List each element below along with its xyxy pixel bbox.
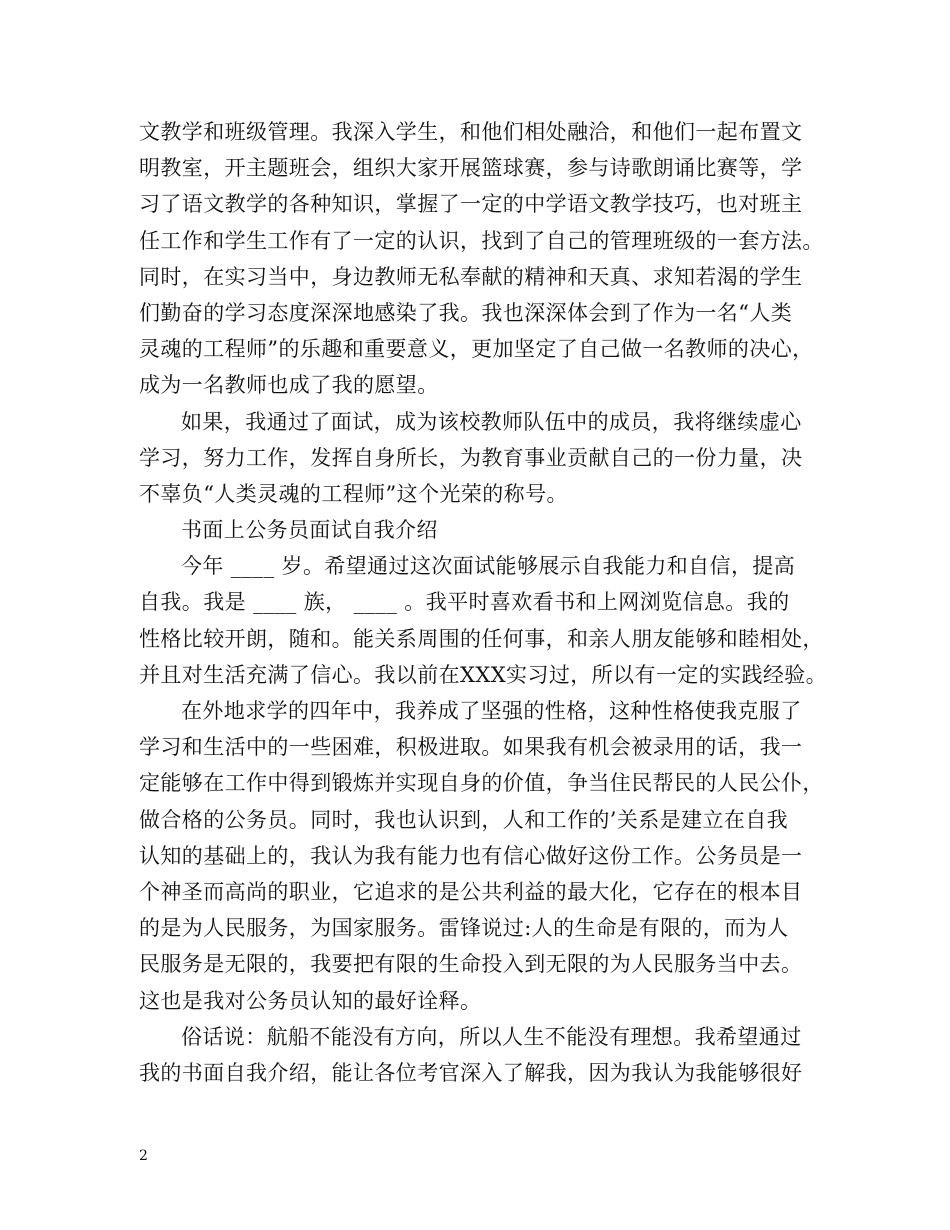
text-line: 认知的基础上的，我认为我有能力也有信心做好这份工作。公务员是一 [139, 843, 803, 868]
text-line: 今年 ____ 岁。希望通过这次面试能够展示自我能力和自信，提高 [181, 554, 796, 579]
text-line: 自我。我是 ____ 族， ____ 。我平时喜欢看书和上网浏览信息。我的 [139, 590, 790, 615]
text-line: 性格比较开朗，随和。能关系周围的任何事，和亲人朋友能够和睦相处， [139, 626, 824, 651]
text-line: 同时，在实习当中，身边教师无私奉献的精神和天真、求知若渴的学生 [139, 264, 803, 289]
text-line: 习了语文教学的各种知识，掌握了一定的中学语文教学技巧，也对班主 [139, 192, 803, 217]
text-line: 做合格的公务员。同时，我也认识到，人和工作的’关系是建立在自我 [139, 807, 789, 832]
page-number: 2 [139, 1148, 148, 1164]
text-line: 书面上公务员面试自我介绍 [181, 518, 438, 543]
text-line: 在外地求学的四年中，我养成了坚强的性格，这种性格使我克服了 [181, 699, 802, 723]
text-line: 学习，努力工作，发挥自身所长，为教育事业贡献自己的一份力量，决 [139, 445, 803, 470]
text-line: 这也是我对公务员认知的最好诠释。 [139, 988, 482, 1013]
text-line: 并且对生活充满了信心。我以前在XXX实习过，所以有一定的实践经验。 [139, 662, 828, 687]
text-line: 如果，我通过了面试，成为该校教师队伍中的成员，我将继续虚心 [181, 409, 802, 434]
text-line: 的是为人民服务，为国家服务。雷锋说过:人的生命是有限的，而为人 [139, 916, 789, 941]
text-line: 俗话说：航船不能没有方向，所以人生不能没有理想。我希望通过 [181, 1024, 802, 1049]
text-line: 任工作和学生工作有了一定的认识，找到了自己的管理班级的一套方法。 [139, 228, 824, 253]
text-line: 不辜负“人类灵魂的工程师”这个光荣的称号。 [139, 481, 568, 506]
text-line: 文教学和班级管理。我深入学生，和他们相处融洽，和他们一起布置文 [139, 120, 803, 144]
text-line: 定能够在工作中得到锻炼并实现自身的价值，争当住民帮民的人民公仆， [139, 771, 824, 796]
text-line: 们勤奋的学习态度深深地感染了我。我也深深体会到了作为一名“人类 [139, 300, 793, 325]
text-line: 学习和生活中的一些困难，积极进取。如果我有机会被录用的话，我一 [139, 735, 803, 760]
text-line: 民服务是无限的，我要把有限的生命投入到无限的为人民服务当中去。 [139, 952, 803, 977]
text-line: 个神圣而高尚的职业，它追求的是公共利益的最大化，它存在的根本目 [139, 879, 803, 904]
text-line: 灵魂的工程师”的乐趣和重要意义，更加坚定了自己做一名教师的决心， [139, 337, 814, 362]
document-body [139, 114, 828, 1091]
text-line: 成为一名教师也成了我的愿望。 [139, 373, 439, 398]
text-line: 我的书面自我介绍，能让各位考官深入了解我，因为我认为我能够很好 [139, 1060, 803, 1085]
text-line: 明教室，开主题班会，组织大家开展篮球赛，参与诗歌朗诵比赛等，学 [139, 156, 803, 181]
